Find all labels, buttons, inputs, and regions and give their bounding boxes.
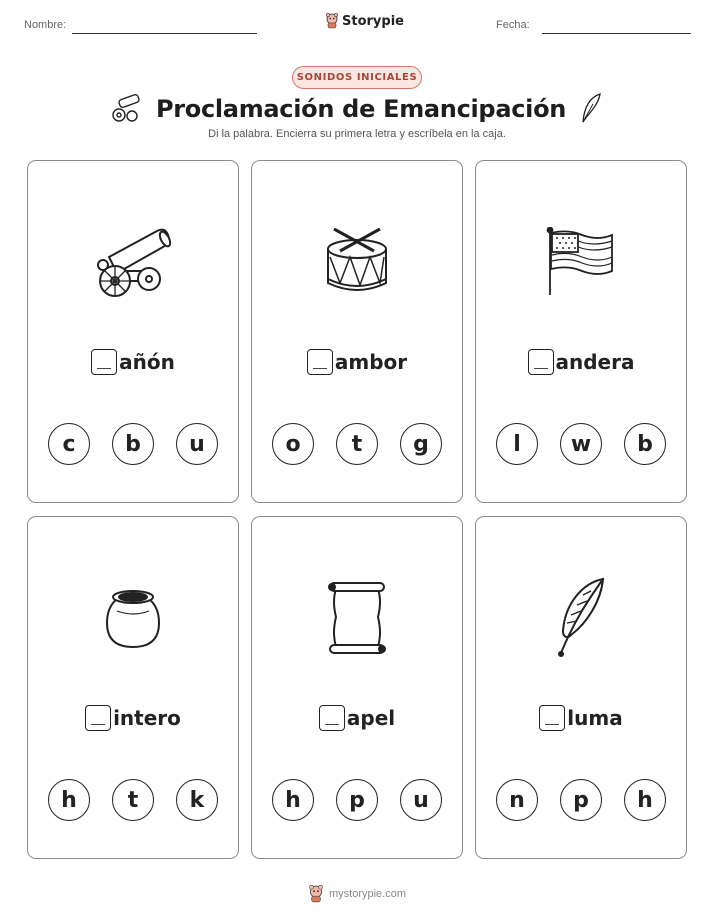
- card-3: [475, 160, 687, 503]
- word-row: [28, 349, 238, 375]
- scroll-icon: [326, 581, 388, 655]
- letter-choice[interactable]: b: [624, 423, 666, 465]
- letter-choices: [28, 779, 238, 821]
- drum-icon: [324, 227, 390, 297]
- letter-choice[interactable]: u: [400, 779, 442, 821]
- partial-word: andera: [555, 350, 635, 374]
- word-row: [28, 705, 238, 731]
- word-row: [252, 349, 462, 375]
- footer-url[interactable]: mystorypie.com: [328, 888, 407, 900]
- answer-box[interactable]: [85, 705, 111, 731]
- pot-icon: [103, 585, 163, 651]
- letter-choice[interactable]: b: [112, 423, 154, 465]
- date-line[interactable]: [542, 33, 691, 34]
- letter-choice[interactable]: g: [400, 423, 442, 465]
- answer-box[interactable]: [319, 705, 345, 731]
- card-1: [27, 160, 239, 503]
- date-label: Fecha:: [496, 19, 530, 31]
- letter-choice[interactable]: n: [496, 779, 538, 821]
- flag-icon: [546, 227, 616, 297]
- word-row: [476, 349, 686, 375]
- cannon-icon: [91, 223, 175, 299]
- answer-box[interactable]: [307, 349, 333, 375]
- cannon-icon: [110, 93, 144, 125]
- letter-choice[interactable]: c: [48, 423, 90, 465]
- storypie-mascot-icon: [308, 885, 324, 903]
- storypie-mascot-icon: [325, 13, 339, 29]
- instructions: Di la palabra. Encierra su primera letra y escríbela en la caja.: [208, 128, 506, 140]
- brand-name: Storypie: [342, 13, 404, 29]
- card-4: [27, 516, 239, 859]
- partial-word: luma: [567, 706, 623, 730]
- card-6: [475, 516, 687, 859]
- name-line[interactable]: [72, 33, 257, 34]
- name-label: Nombre:: [24, 19, 67, 31]
- card-5: [251, 516, 463, 859]
- partial-word: ambor: [334, 350, 408, 374]
- letter-choice[interactable]: w: [560, 423, 602, 465]
- partial-word: intero: [113, 706, 181, 730]
- word-row: [252, 705, 462, 731]
- page-title: Proclamación de Emancipación: [155, 95, 567, 123]
- letter-choice[interactable]: l: [496, 423, 538, 465]
- letter-choices: [252, 779, 462, 821]
- card-2: [251, 160, 463, 503]
- letter-choice[interactable]: p: [336, 779, 378, 821]
- answer-box[interactable]: [528, 349, 554, 375]
- letter-choices: [476, 779, 686, 821]
- letter-choice[interactable]: t: [112, 779, 154, 821]
- title-row: [0, 92, 714, 126]
- topic-badge: SONIDOS INICIALES: [292, 66, 422, 89]
- letter-choice[interactable]: o: [272, 423, 314, 465]
- letter-choice[interactable]: p: [560, 779, 602, 821]
- letter-choice[interactable]: h: [624, 779, 666, 821]
- feather-icon: [553, 577, 609, 659]
- brand-logo: [325, 13, 404, 29]
- partial-word: añón: [119, 350, 175, 374]
- letter-choices: [252, 423, 462, 465]
- letter-choices: [476, 423, 686, 465]
- footer: [0, 885, 714, 903]
- letter-choice[interactable]: h: [272, 779, 314, 821]
- answer-box[interactable]: [91, 349, 117, 375]
- letter-choice[interactable]: t: [336, 423, 378, 465]
- letter-choice[interactable]: h: [48, 779, 90, 821]
- partial-word: apel: [346, 706, 396, 730]
- quill-icon: [578, 92, 604, 126]
- word-row: [476, 705, 686, 731]
- letter-choice[interactable]: k: [176, 779, 218, 821]
- letter-choice[interactable]: u: [176, 423, 218, 465]
- letter-choices: [28, 423, 238, 465]
- answer-box[interactable]: [539, 705, 565, 731]
